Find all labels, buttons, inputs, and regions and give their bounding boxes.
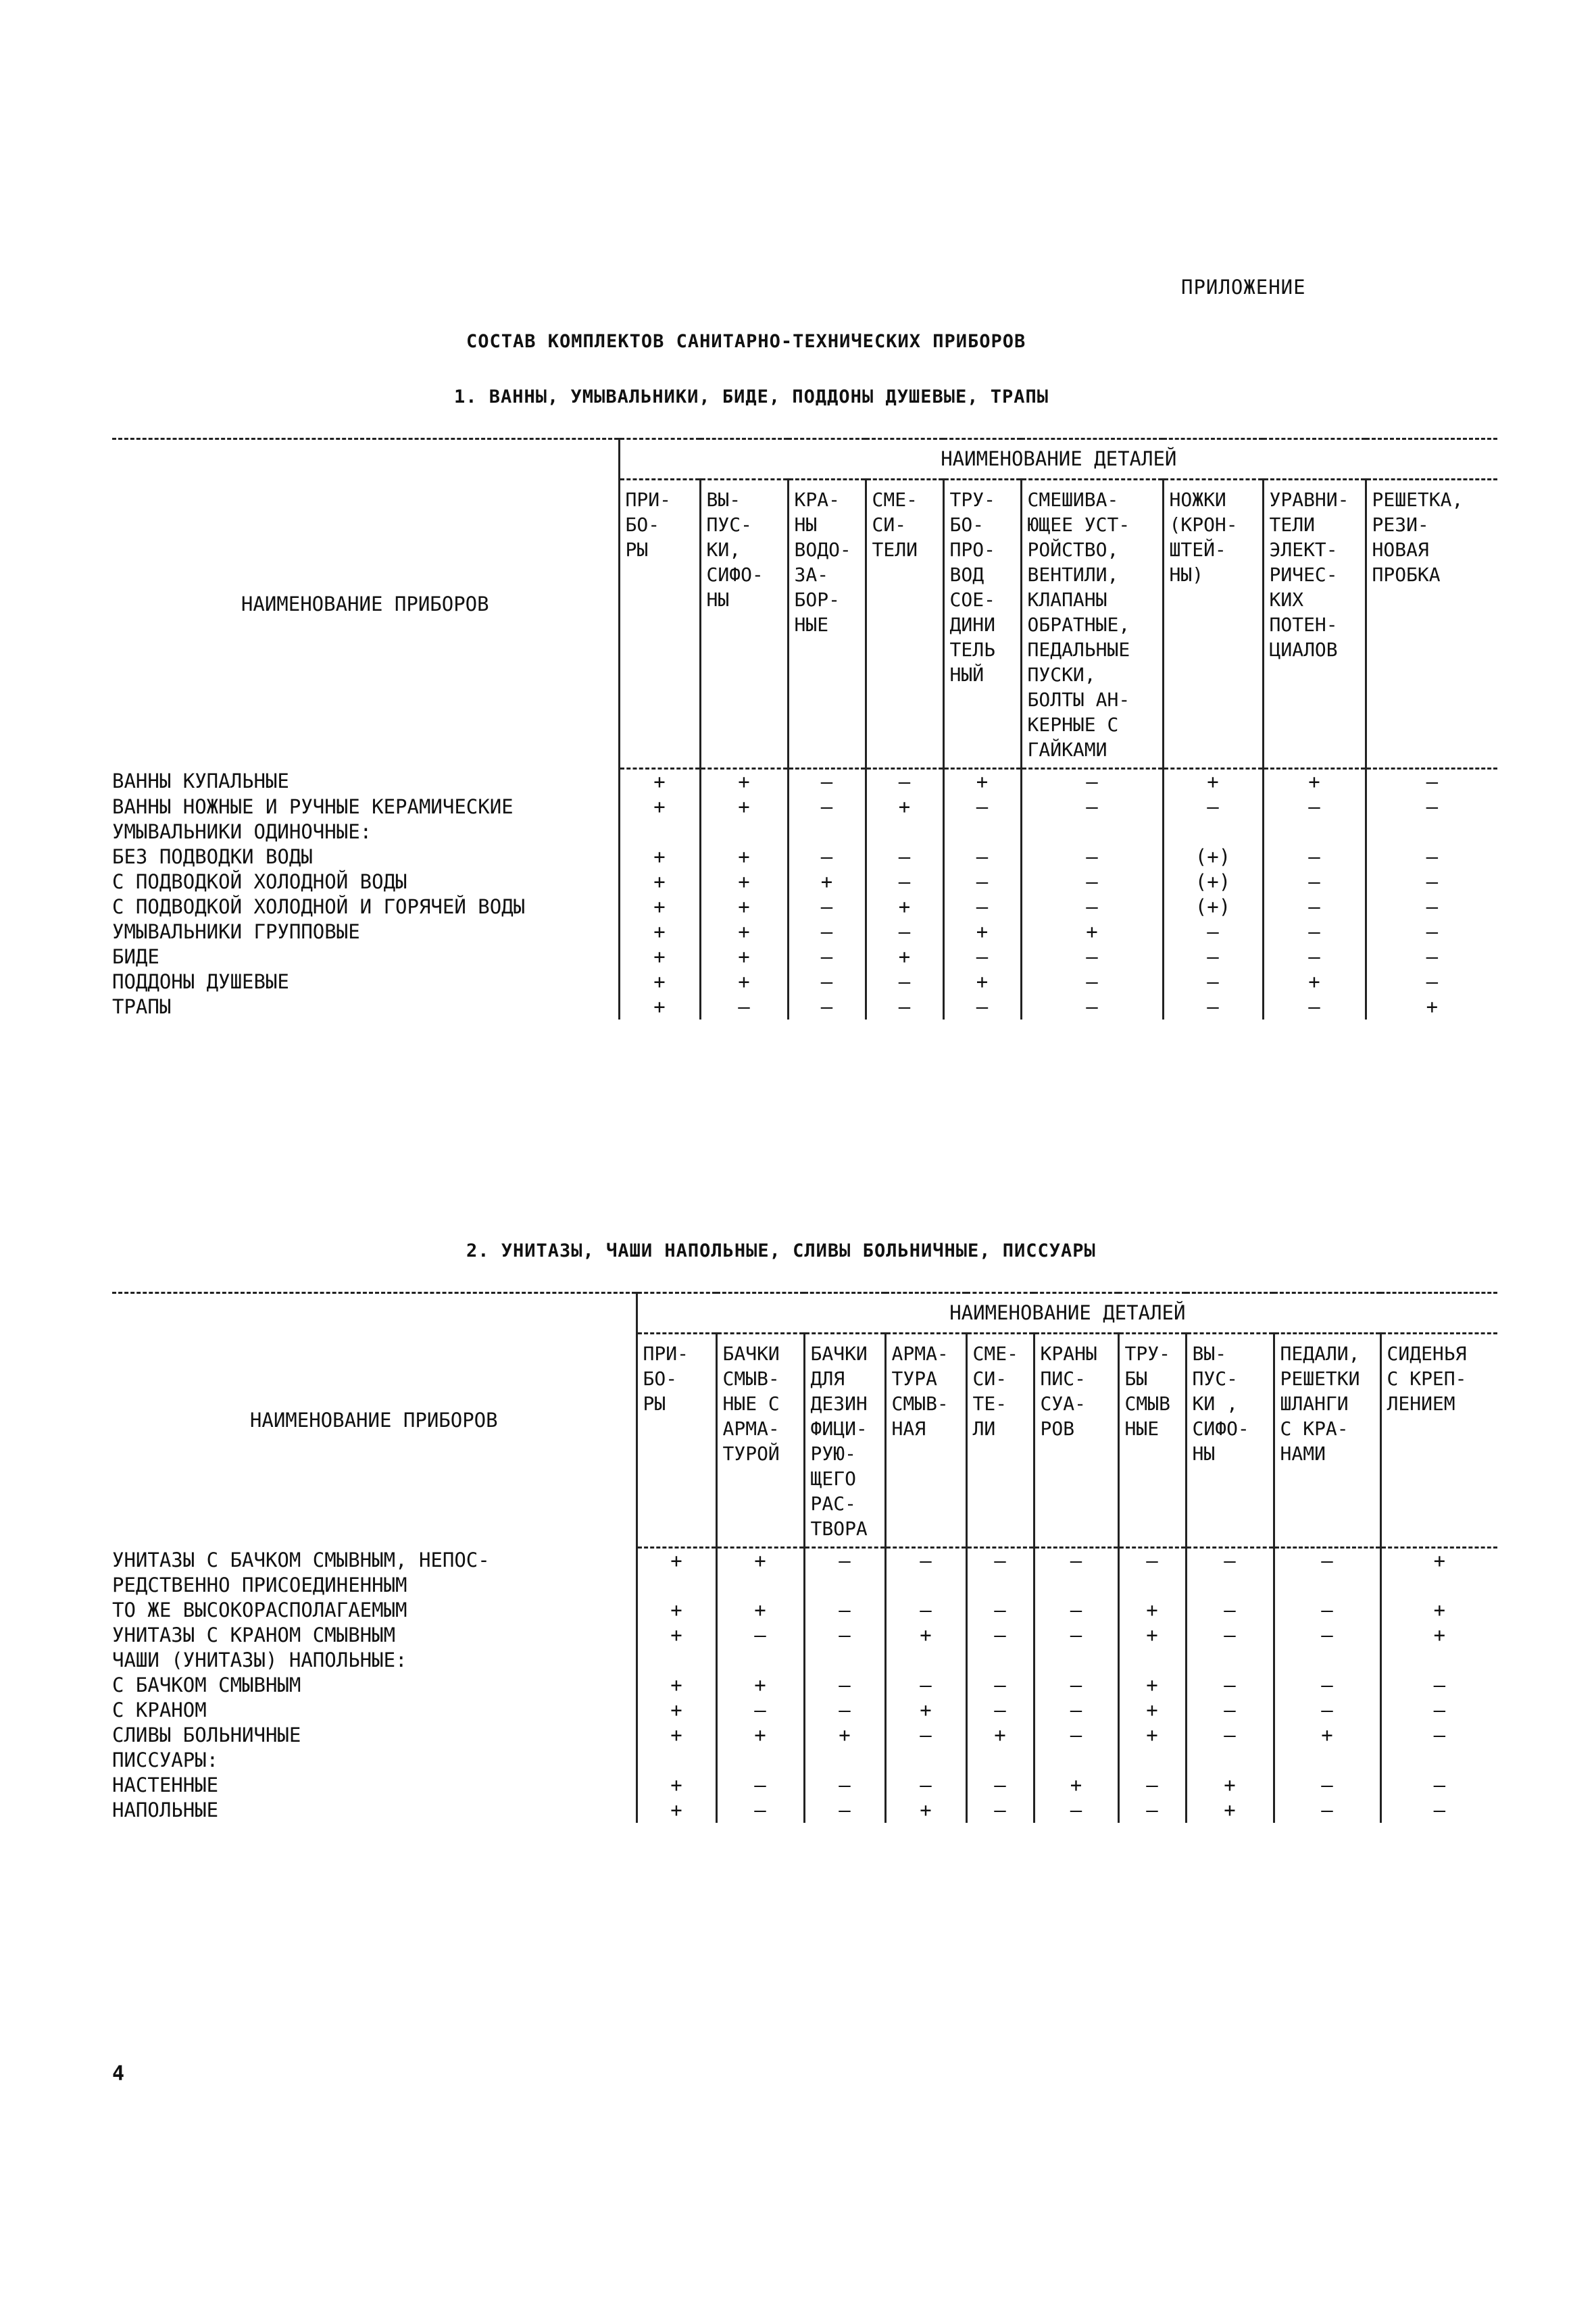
cell-value: + <box>700 795 788 820</box>
section1-group-header: НАИМЕНОВАНИЕ ДЕТАЛЕЙ <box>619 439 1497 480</box>
cell-value: – <box>1021 945 1163 970</box>
cell-value: + + <box>637 1648 716 1723</box>
table-row <box>112 920 1497 945</box>
cell-value: – <box>788 920 866 945</box>
table-row <box>112 1548 1497 1598</box>
cell-value: + <box>866 795 943 820</box>
cell-value: + <box>1118 1598 1186 1623</box>
cell-value: – <box>943 995 1021 1020</box>
row-name: УНИТАЗЫ С БАЧКОМ СМЫВНЫМ, НЕПОС- РЕДСТВЕННО ПРИСОЕДИНЕННЫМ <box>112 1548 490 1596</box>
appendix-label: ПРИЛОЖЕНИЕ <box>1181 276 1306 299</box>
cell-value: + <box>619 795 700 820</box>
cell-value: + <box>637 1723 716 1748</box>
cell-value: – <box>885 1598 966 1623</box>
cell-value: – <box>866 995 943 1020</box>
cell-value: – + – <box>788 820 866 920</box>
cell-value: – – <box>1274 1648 1380 1723</box>
cell-value: – – <box>804 1748 885 1823</box>
cell-value: – <box>866 769 943 795</box>
cell-value: – <box>1163 795 1263 820</box>
cell-value: + <box>1118 1723 1186 1748</box>
cell-value: – <box>804 1598 885 1623</box>
cell-value: + <box>716 1548 804 1598</box>
column-header: ВЫ- ПУС- КИ, СИФО- НЫ <box>700 480 788 769</box>
cell-value: + <box>637 1598 716 1623</box>
cell-value: + <box>619 970 700 995</box>
table-row <box>112 1723 1497 1748</box>
cell-value: – <box>788 945 866 970</box>
column-header: РЕШЕТКА, РЕЗИ- НОВАЯ ПРОБКА <box>1366 480 1497 769</box>
column-header: ПРИ- БО- РЫ <box>637 1334 716 1548</box>
cell-value: – <box>885 1723 966 1748</box>
row-name: ТРАПЫ <box>112 995 172 1018</box>
cell-value: – <box>1186 1548 1274 1598</box>
column-header: УРАВНИ- ТЕЛИ ЭЛЕКТ- РИЧЕС- КИХ ПОТЕН- ЦИАЛОВ <box>1263 480 1366 769</box>
cell-value: – <box>943 795 1021 820</box>
cell-value: – <box>885 1548 966 1598</box>
cell-value: + – <box>716 1648 804 1723</box>
cell-value: + + + <box>700 820 788 920</box>
cell-value: + <box>943 769 1021 795</box>
section1-title: 1. ВАННЫ, УМЫВАЛЬНИКИ, БИДЕ, ПОДДОНЫ ДУШЕВЫЕ, ТРАПЫ <box>454 386 1049 407</box>
cell-value: – – <box>966 1748 1034 1823</box>
row-name: СЛИВЫ БОЛЬНИЧНЫЕ <box>112 1723 301 1746</box>
cell-value: + <box>716 1598 804 1623</box>
cell-value: – <box>1366 970 1497 995</box>
cell-value: – <box>1186 1723 1274 1748</box>
table-row <box>112 945 1497 970</box>
cell-value: – <box>1021 795 1163 820</box>
cell-value: – <box>1034 1548 1118 1598</box>
column-header: БАЧКИ СМЫВ- НЫЕ С АРМА- ТУРОЙ <box>716 1334 804 1548</box>
row-name: УНИТАЗЫ С КРАНОМ СМЫВНЫМ <box>112 1623 396 1646</box>
cell-value: – – <box>1380 1648 1497 1723</box>
cell-value: – <box>788 970 866 995</box>
table-row <box>112 970 1497 995</box>
cell-value: – <box>1021 970 1163 995</box>
column-header: БАЧКИ ДЛЯ ДЕЗИН ФИЦИ- РУЮ- ЩЕГО РАС- ТВОРА <box>804 1334 885 1548</box>
cell-value: – <box>1186 1623 1274 1648</box>
cell-value: + <box>943 970 1021 995</box>
section1-row-header: НАИМЕНОВАНИЕ ПРИБОРОВ <box>112 439 619 769</box>
cell-value: – – – <box>1263 820 1366 920</box>
cell-value: – <box>788 995 866 1020</box>
cell-value: + + <box>637 1748 716 1823</box>
column-header: АРМА- ТУРА СМЫВ- НАЯ <box>885 1334 966 1548</box>
cell-value: – <box>1263 995 1366 1020</box>
section2-table <box>112 1292 1497 1823</box>
cell-value: + <box>1380 1548 1497 1598</box>
row-name: ВАННЫ КУПАЛЬНЫЕ <box>112 769 289 793</box>
table-row <box>112 1598 1497 1623</box>
cell-value: + <box>1263 970 1366 995</box>
cell-value: + <box>619 945 700 970</box>
section2-title: 2. УНИТАЗЫ, ЧАШИ НАПОЛЬНЫЕ, СЛИВЫ БОЛЬНИЧНЫЕ, ПИССУАРЫ <box>466 1240 1096 1261</box>
cell-value: + – <box>1034 1748 1118 1823</box>
cell-value: + <box>700 970 788 995</box>
column-header: КРАНЫ ПИС- СУА- РОВ <box>1034 1334 1118 1548</box>
cell-value: – <box>1366 769 1497 795</box>
cell-value: – <box>1274 1598 1380 1623</box>
column-header: НОЖКИ (КРОН- ШТЕЙ- НЫ) <box>1163 480 1263 769</box>
cell-value: + <box>885 1623 966 1648</box>
cell-value: + <box>637 1623 716 1648</box>
cell-value: + <box>637 1548 716 1598</box>
cell-value: – + <box>885 1748 966 1823</box>
cell-value: – <box>1034 1723 1118 1748</box>
column-header: СМЕШИВА- ЮЩЕЕ УСТ- РОЙСТВО, ВЕНТИЛИ, КЛАПАНЫ ОБРАТНЫЕ, ПЕДАЛЬНЫЕ ПУСКИ, БОЛТЫ АН- КЕРНЫЕ С ГАЙКАМИ <box>1021 480 1163 769</box>
cell-value: + + + <box>619 820 700 920</box>
section1-table <box>112 438 1497 1020</box>
cell-value: + <box>1263 769 1366 795</box>
row-name: ТО ЖЕ ВЫСОКОРАСПОЛАГАЕМЫМ <box>112 1598 407 1621</box>
cell-value: – <box>1366 920 1497 945</box>
cell-value: – <box>1034 1598 1118 1623</box>
cell-value: + <box>619 920 700 945</box>
cell-value: – – <box>804 1648 885 1723</box>
column-header: ТРУ- БО- ПРО- ВОД СОЕ- ДИНИ ТЕЛЬ НЫЙ <box>943 480 1021 769</box>
cell-value: – <box>788 769 866 795</box>
cell-value: – – <box>1186 1648 1274 1723</box>
cell-value: – <box>1163 920 1263 945</box>
cell-value: – <box>1118 1548 1186 1598</box>
cell-value: + <box>1380 1598 1497 1623</box>
cell-value: – <box>1021 769 1163 795</box>
cell-value: – <box>1263 920 1366 945</box>
cell-value: + <box>866 945 943 970</box>
cell-value: – – – <box>1366 820 1497 920</box>
document-title: СОСТАВ КОМПЛЕКТОВ САНИТАРНО-ТЕХНИЧЕСКИХ ПРИБОРОВ <box>466 331 1026 352</box>
cell-value: – – <box>1274 1748 1380 1823</box>
cell-value: – <box>966 1623 1034 1648</box>
cell-value: – <box>1163 970 1263 995</box>
cell-value: + <box>700 945 788 970</box>
row-name: УМЫВАЛЬНИКИ ОДИНОЧНЫЕ: БЕЗ ПОДВОДКИ ВОДЫ С ПОДВОДКОЙ ХОЛОДНОЙ ВОДЫ С ПОДВОДКОЙ ХОЛОДНОЙ И ГОРЯЧЕЙ ВОДЫ <box>112 820 526 918</box>
cell-value: – – <box>1034 1648 1118 1723</box>
cell-value: – <box>1366 795 1497 820</box>
column-header: КРА- НЫ ВОДО- ЗА- БОР- НЫЕ <box>788 480 866 769</box>
column-header: ТРУ- БЫ СМЫВ НЫЕ <box>1118 1334 1186 1548</box>
section2-group-header: НАИМЕНОВАНИЕ ДЕТАЛЕЙ <box>637 1293 1497 1334</box>
row-name: ВАННЫ НОЖНЫЕ И РУЧНЫЕ КЕРАМИЧЕСКИЕ <box>112 795 514 818</box>
table-row <box>112 995 1497 1020</box>
row-name: БИДЕ <box>112 945 159 968</box>
cell-value: – <box>1263 945 1366 970</box>
cell-value: – <box>866 920 943 945</box>
cell-value: – – <box>716 1748 804 1823</box>
cell-value: + + <box>1186 1748 1274 1823</box>
cell-value: + <box>1380 1623 1497 1648</box>
table-row <box>112 1623 1497 1648</box>
cell-value: – <box>943 945 1021 970</box>
cell-value: + <box>1366 995 1497 1020</box>
cell-value: – <box>1034 1623 1118 1648</box>
cell-value: – <box>1163 945 1263 970</box>
cell-value: – <box>716 1623 804 1648</box>
cell-value: – <box>788 795 866 820</box>
row-name: ЧАШИ (УНИТАЗЫ) НАПОЛЬНЫЕ: С БАЧКОМ СМЫВНЫМ С КРАНОМ <box>112 1648 407 1721</box>
row-name: ПОДДОНЫ ДУШЕВЫЕ <box>112 970 289 993</box>
cell-value: + <box>716 1723 804 1748</box>
table-row <box>112 820 1497 920</box>
column-header: СИДЕНЬЯ С КРЕП- ЛЕНИЕМ <box>1380 1334 1497 1548</box>
cell-value: – <box>966 1548 1034 1598</box>
cell-value: – <box>1380 1723 1497 1748</box>
cell-value: + <box>619 995 700 1020</box>
cell-value: + <box>700 769 788 795</box>
cell-value: + <box>619 769 700 795</box>
cell-value: (+) (+) (+) <box>1163 820 1263 920</box>
cell-value: – <box>966 1598 1034 1623</box>
cell-value: – <box>1366 945 1497 970</box>
cell-value: – – + <box>866 820 943 920</box>
cell-value: – <box>1263 795 1366 820</box>
column-header: ПРИ- БО- РЫ <box>619 480 700 769</box>
column-header: ПЕДАЛИ, РЕШЕТКИ ШЛАНГИ С КРА- НАМИ <box>1274 1334 1380 1548</box>
cell-value: – <box>1163 995 1263 1020</box>
cell-value: – <box>866 970 943 995</box>
table-row <box>112 795 1497 820</box>
cell-value: + <box>700 920 788 945</box>
cell-value: – – <box>1118 1748 1186 1823</box>
table-row <box>112 1648 1497 1723</box>
cell-value: – <box>1021 995 1163 1020</box>
cell-value: – <box>804 1548 885 1598</box>
cell-value: + <box>966 1723 1034 1748</box>
cell-value: + <box>1274 1723 1380 1748</box>
cell-value: + <box>943 920 1021 945</box>
cell-value: + <box>804 1723 885 1748</box>
cell-value: + <box>1021 920 1163 945</box>
cell-value: – – – <box>1021 820 1163 920</box>
column-header: ВЫ- ПУС- КИ , СИФО- НЫ <box>1186 1334 1274 1548</box>
column-header: СМЕ- СИ- ТЕЛИ <box>866 480 943 769</box>
cell-value: – – <box>966 1648 1034 1723</box>
page-number: 4 <box>112 2062 125 2086</box>
section2-row-header: НАИМЕНОВАНИЕ ПРИБОРОВ <box>112 1293 637 1548</box>
row-name: УМЫВАЛЬНИКИ ГРУППОВЫЕ <box>112 920 360 943</box>
table-row <box>112 769 1497 795</box>
cell-value: – <box>1186 1598 1274 1623</box>
column-header: СМЕ- СИ- ТЕ- ЛИ <box>966 1334 1034 1548</box>
cell-value: – <box>700 995 788 1020</box>
table-row <box>112 1748 1497 1823</box>
cell-value: + <box>1118 1623 1186 1648</box>
cell-value: + <box>1163 769 1263 795</box>
cell-value: – <box>1274 1548 1380 1598</box>
row-name: ПИССУАРЫ: НАСТЕННЫЕ НАПОЛЬНЫЕ <box>112 1748 219 1821</box>
cell-value: – – – <box>943 820 1021 920</box>
cell-value: – <box>804 1623 885 1648</box>
cell-value: + + <box>1118 1648 1186 1723</box>
cell-value: – <box>1274 1623 1380 1648</box>
cell-value: – + <box>885 1648 966 1723</box>
cell-value: – – <box>1380 1748 1497 1823</box>
